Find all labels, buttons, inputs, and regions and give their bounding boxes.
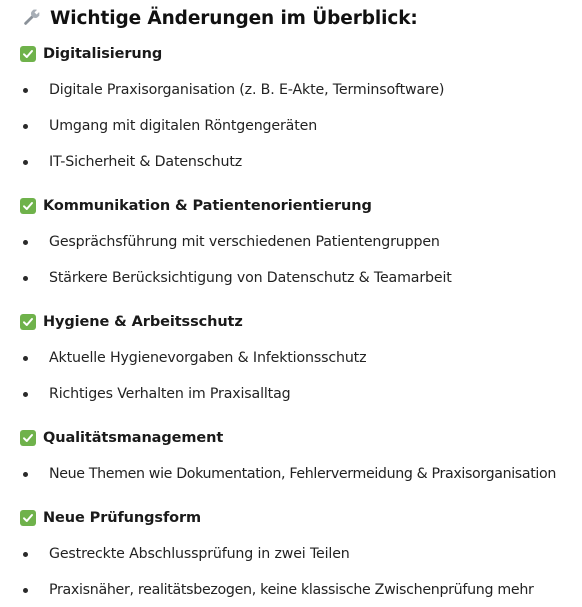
bullet: [23, 160, 28, 165]
checkmark-icon: [20, 198, 36, 214]
section-label: Hygiene & Arbeitsschutz: [43, 314, 243, 330]
list-item-text: Aktuelle Hygienevorgaben & Infektionsschutz: [49, 350, 367, 366]
list-item: [23, 115, 317, 137]
title-text: Wichtige Änderungen im Überblick:: [50, 7, 418, 29]
page-title: [21, 5, 418, 31]
list-item-text: Praxisnäher, realitätsbezogen, keine klassische Zwischenprüfung mehr: [49, 582, 534, 598]
bullet: [23, 552, 28, 557]
list-item-text: Neue Themen wie Dokumentation, Fehlervermeidung & Praxisorganisation: [49, 466, 556, 482]
list-item: [23, 79, 444, 101]
checkmark-icon: [20, 510, 36, 526]
list-item: [23, 231, 440, 253]
wrench-icon: [21, 8, 41, 28]
list-item: [23, 151, 242, 173]
section-digitalisierung: [20, 43, 162, 65]
list-item: [23, 579, 534, 601]
list-item-text: Gestreckte Abschlussprüfung in zwei Teilen: [49, 546, 350, 562]
list-item-text: Umgang mit digitalen Röntgengeräten: [49, 118, 318, 134]
bullet: [23, 588, 28, 593]
bullet: [23, 88, 28, 93]
section-label: Digitalisierung: [43, 46, 163, 62]
bullet: [23, 276, 28, 281]
list-item-text: Richtiges Verhalten im Praxisalltag: [49, 386, 291, 402]
list-item: [23, 383, 291, 405]
list-item-text: Stärkere Berücksichtigung von Datenschutz & Teamarbeit: [49, 270, 452, 286]
section-label: Neue Prüfungsform: [43, 510, 202, 526]
section-qualitaetsmanagement: [20, 427, 223, 449]
bullet: [23, 392, 28, 397]
bullet: [23, 240, 28, 245]
checkmark-icon: [20, 314, 36, 330]
section-hygiene: [20, 311, 243, 333]
bullet: [23, 124, 28, 129]
bullet: [23, 356, 28, 361]
list-item: [23, 267, 452, 289]
list-item-text: IT-Sicherheit & Datenschutz: [49, 154, 243, 170]
section-label: Kommunikation & Patientenorientierung: [43, 198, 372, 214]
checkmark-icon: [20, 430, 36, 446]
checkmark-icon: [20, 46, 36, 62]
section-pruefungsform: [20, 507, 201, 529]
list-item: [23, 347, 366, 369]
list-item-text: Digitale Praxisorganisation (z. B. E-Akte, Terminsoftware): [49, 82, 445, 98]
list-item: [23, 543, 350, 565]
section-label: Qualitätsmanagement: [43, 430, 224, 446]
bullet: [23, 472, 28, 477]
list-item: [23, 463, 556, 485]
section-kommunikation: [20, 195, 372, 217]
list-item-text: Gesprächsführung mit verschiedenen Patientengruppen: [49, 234, 440, 250]
